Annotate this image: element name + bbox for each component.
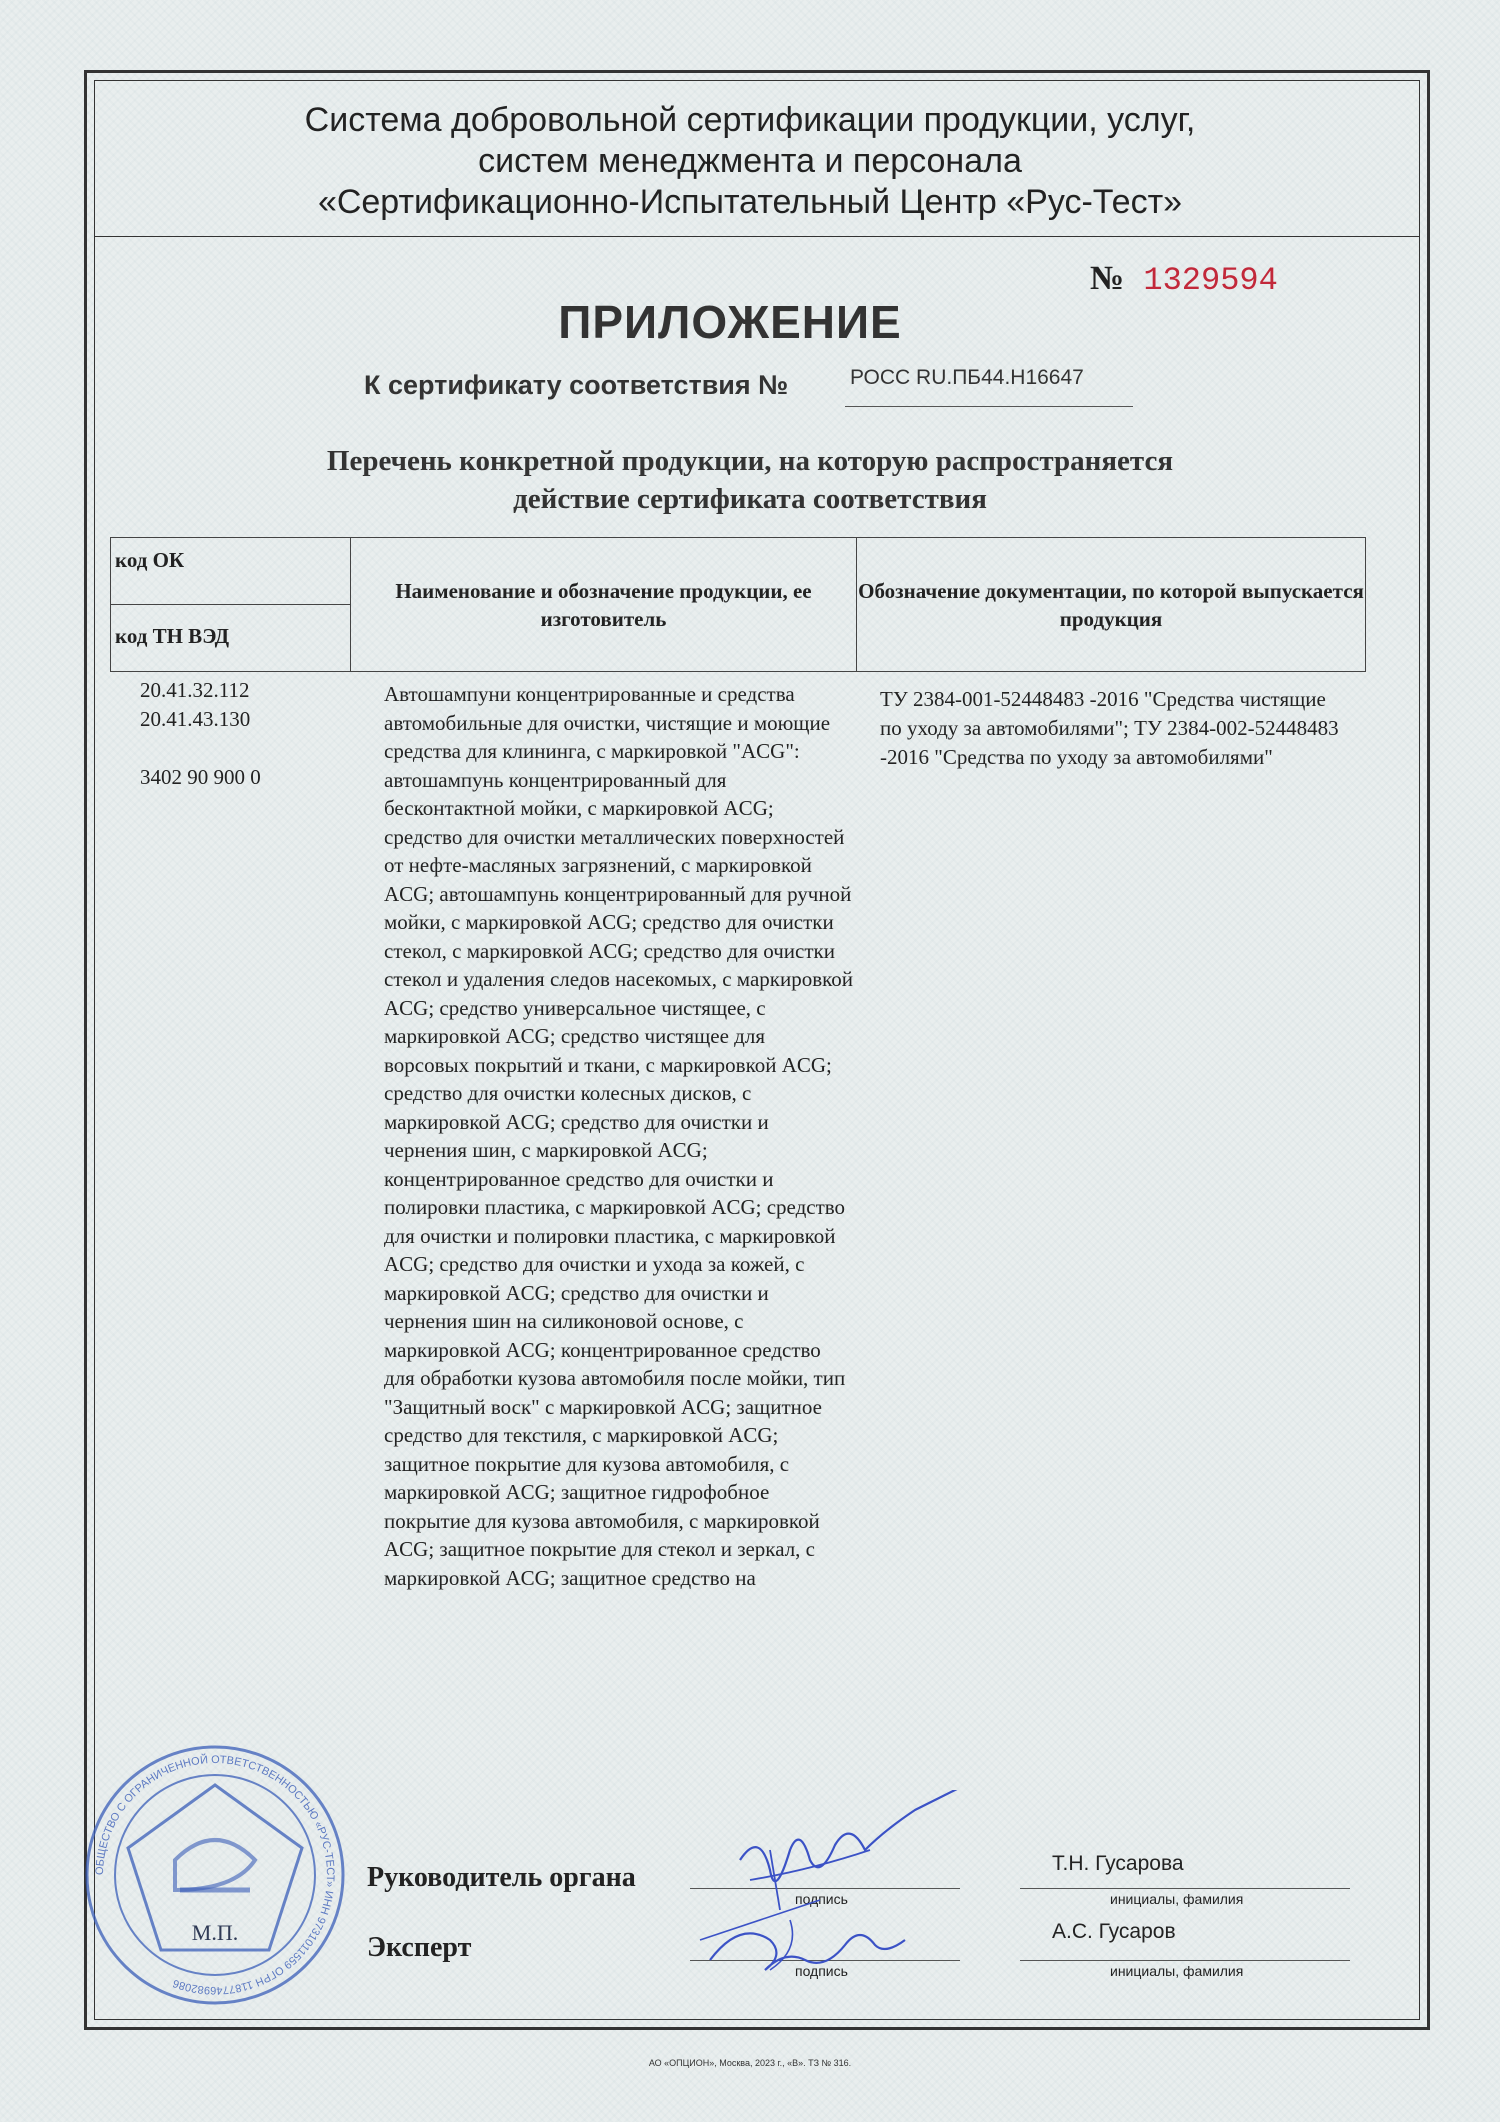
product-description: Автошампуни концентрированные и средства автомобильные для очистки, чистящие и моющие средства для клининга, с маркировкой "ACG": автошампунь концентрированный для бесконтактной мойки, с маркировкой ACG; средство для очистки металлических поверхностей от нефте-масляных загрязнений, с маркировкой ACG; автошампунь концентрированный для ручной мойки, с маркировкой ACG; средство для очистки стекол, с маркировкой ACG; средство для очистки стекол и удаления следов насекомых, с маркировкой ACG; средство универсальное чистящее, с маркировкой ACG; средство чистящее для ворсовых покрытий и ткани, с маркировкой ACG; средство для очистки колесных дисков, с маркировкой ACG; средство для очистки и чернения шин, с маркировкой ACG; концентрированное средство для очистки и полировки пластика, с маркировкой ACG; средство для очистки и полировки пластика, с маркировкой ACG; средство для очистки и ухода за кожей, с маркировкой ACG; средство для очистки и чернения шин на силиконовой основе, с маркировкой ACG; концентрированное средство для обработки кузова автомобиля после мойки, тип "Защитный воск" с маркировкой ACG; защитное средство для текстиля, с маркировкой ACG; защитное покрытие для кузова автомобиля, с маркировкой ACG; защитное гидрофобное покрытие для кузова автомобиля, с маркировкой ACG; защитное покрытие для стекол и зеркал, с маркировкой ACG; защитное средство на xyxy=(384,682,854,1590)
okpd-code-2: 20.41.43.130 xyxy=(140,707,251,731)
table-header xyxy=(110,537,1366,672)
certificate-number-underline xyxy=(845,406,1133,407)
printer-imprint: АО «ОПЦИОН», Москва, 2023 г., «В». ТЗ № 316. xyxy=(648,2058,852,2068)
expert-name: А.С. Гусаров xyxy=(1052,1920,1176,1943)
header-tnved: код ТН ВЭД xyxy=(115,624,230,648)
number-sign: № xyxy=(1090,260,1125,297)
header-product-name: Наименование и обозначение продукции, ее изготовитель xyxy=(351,538,857,671)
svg-text:ОБЩЕСТВО С ОГРАНИЧЕННОЙ ОТВЕТС: ОБЩЕСТВО С ОГРАНИЧЕННОЙ ОТВЕТСТВЕННОСТЬЮ «РУС-ТЕСТ» ИНН 9731011559 ОГРН 1187746982086 xyxy=(93,1753,337,1997)
head-name-line xyxy=(1020,1888,1350,1889)
head-name: Т.Н. Гусарова xyxy=(1052,1852,1184,1875)
round-seal-stamp xyxy=(80,1740,350,2010)
system-line-3: «Сертификационно-Испытательный Центр «Рус-Тест» xyxy=(317,183,1183,221)
expert-signature-caption: подпись xyxy=(795,1963,848,1979)
tnved-code: 3402 90 900 0 xyxy=(140,765,261,789)
system-line-2: систем менеджмента и персонала xyxy=(478,142,1022,180)
okpd-code-1: 20.41.32.112 xyxy=(140,678,250,702)
expert-name-line xyxy=(1020,1960,1350,1961)
product-codes xyxy=(140,676,261,792)
expert-signature xyxy=(710,1933,905,1970)
stamp-mp-label: М.П. xyxy=(191,1920,239,1945)
header-okpd: код ОК xyxy=(115,548,185,572)
serial-value: 1329594 xyxy=(1143,262,1278,299)
head-signature-caption: подпись xyxy=(795,1891,848,1907)
certificate-label: К сертификату соответствия № xyxy=(364,370,789,400)
subtitle-line-1: Перечень конкретной продукции, на которую распространяется xyxy=(326,445,1174,477)
subtitle-line-2: действие сертификата соответствия xyxy=(513,483,987,515)
page-title: ПРИЛОЖЕНИЕ xyxy=(558,296,902,348)
head-name-caption: инициалы, фамилия xyxy=(1110,1891,1244,1907)
system-line-1: Система добровольной сертификации продукции, услуг, xyxy=(304,101,1196,139)
certificate-number: РОСС RU.ПБ44.Н16647 xyxy=(850,366,1084,389)
certification-system-name xyxy=(150,100,1350,223)
header-codes-cell xyxy=(111,538,351,671)
header-documentation: Обозначение документации, по которой выпускается продукция xyxy=(858,578,1364,631)
head-of-body-label: Руководитель органа xyxy=(367,1862,636,1893)
handwritten-signatures xyxy=(680,1790,1000,1990)
expert-label: Эксперт xyxy=(367,1932,472,1963)
header-codes-divider xyxy=(111,604,350,605)
documentation-reference: ТУ 2384-001-52448483 -2016 "Средства чистящие по уходу за автомобилями"; ТУ 2384-002-52448483 -2016 "Средства по уходу за автомобилями" xyxy=(880,687,1339,769)
expert-name-caption: инициалы, фамилия xyxy=(1110,1963,1244,1979)
subtitle xyxy=(200,442,1300,518)
header-divider xyxy=(94,236,1420,237)
form-serial-number xyxy=(1090,260,1278,299)
